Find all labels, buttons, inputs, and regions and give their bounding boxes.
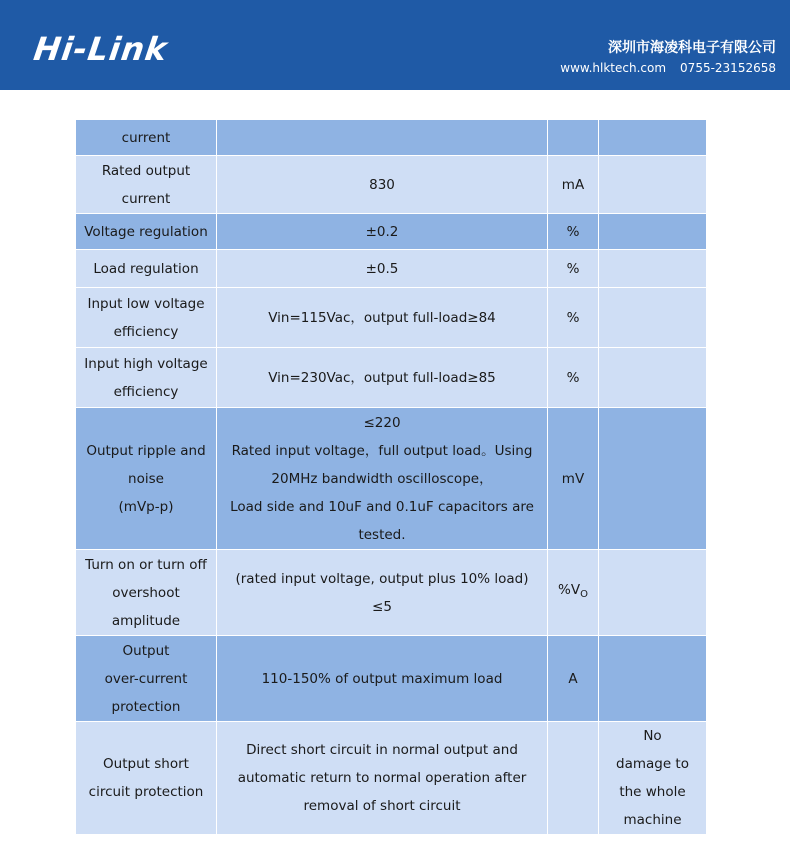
note-line: machine	[623, 812, 682, 828]
unit-cell: A	[548, 636, 599, 722]
phone-text: 0755-23152658	[680, 61, 776, 75]
table-row	[76, 214, 707, 250]
unit-cell	[548, 550, 599, 636]
param-line: Input low voltage	[87, 295, 205, 312]
table-row	[76, 550, 707, 636]
param-line: Rated output	[101, 162, 191, 179]
param-line: Input high voltage	[84, 355, 208, 372]
value-line: 20MHz bandwidth oscilloscope，	[271, 470, 493, 487]
value-line: tested.	[358, 526, 406, 543]
unit-cell	[548, 120, 599, 156]
table-row	[76, 636, 707, 722]
unit-cell: mV	[548, 408, 599, 550]
value-line: (rated input voltage, output plus 10% load)	[235, 570, 529, 587]
note-line: damage to	[616, 756, 689, 772]
value-cell	[217, 636, 548, 722]
param-cell	[76, 120, 217, 156]
value-cell	[217, 120, 548, 156]
param-cell	[76, 156, 217, 214]
unit-cell	[548, 722, 599, 835]
value-cell	[217, 214, 548, 250]
param-line: overshoot	[112, 584, 180, 601]
note-cell	[599, 636, 707, 722]
note-cell	[599, 120, 707, 156]
param-line: efficiency	[113, 383, 179, 400]
note-cell	[599, 250, 707, 288]
website-text: www.hlktech.com	[560, 61, 667, 75]
spec-table	[75, 119, 707, 835]
value-line: ±0.2	[365, 223, 399, 240]
note-cell	[599, 408, 707, 550]
value-line: ≤220	[363, 414, 401, 431]
value-cell	[217, 156, 548, 214]
note-line: the whole	[619, 784, 686, 800]
param-cell	[76, 250, 217, 288]
unit-cell: %	[548, 348, 599, 408]
param-line: current	[121, 190, 171, 207]
param-line: Output ripple and	[86, 442, 206, 459]
value-line: ±0.5	[365, 260, 399, 277]
param-line: Voltage regulation	[84, 223, 208, 240]
table-row	[76, 722, 707, 835]
param-line: Output short	[103, 756, 189, 772]
param-line: (mVp-p)	[118, 498, 174, 515]
note-cell	[599, 348, 707, 408]
table-row	[76, 288, 707, 348]
unit-text: %V	[558, 582, 581, 598]
unit-subscript: O	[580, 589, 588, 600]
value-line: Vin=230Vac，output full-load≥85	[268, 369, 496, 386]
value-line: Rated input voltage，full output load。Using	[231, 442, 533, 459]
value-cell	[217, 250, 548, 288]
value-cell	[217, 348, 548, 408]
unit-cell: %	[548, 214, 599, 250]
table-row	[76, 348, 707, 408]
contact-info	[560, 61, 776, 75]
value-cell	[217, 288, 548, 348]
value-line: automatic return to normal operation after	[237, 770, 527, 786]
table-row	[76, 120, 707, 156]
note-cell	[599, 156, 707, 214]
unit-cell: %	[548, 288, 599, 348]
note-cell	[599, 550, 707, 636]
company-name: 深圳市海凌科电子有限公司	[608, 40, 776, 56]
param-line: current	[121, 129, 171, 146]
table-row	[76, 250, 707, 288]
param-line: Output	[122, 642, 170, 659]
param-cell	[76, 550, 217, 636]
param-cell	[76, 408, 217, 550]
hi-link-logo: Hi-Link	[31, 30, 171, 68]
value-line: removal of short circuit	[303, 798, 461, 814]
value-cell	[217, 722, 548, 835]
param-line: protection	[111, 698, 181, 715]
value-line: 110-150% of output maximum load	[261, 670, 503, 687]
value-line: Load side and 10uF and 0.1uF capacitors are	[230, 498, 534, 515]
value-cell	[217, 550, 548, 636]
value-line: Vin=115Vac，output full-load≥84	[268, 309, 496, 326]
param-line: Turn on or turn off	[85, 556, 207, 573]
note-line: No	[643, 728, 662, 744]
table-row	[76, 408, 707, 550]
note-cell	[599, 722, 707, 835]
header-bar	[0, 0, 790, 90]
unit-cell: mA	[548, 156, 599, 214]
value-line: Direct short circuit in normal output and	[246, 742, 518, 758]
param-line: over-current	[104, 670, 188, 687]
table-row	[76, 156, 707, 214]
note-cell	[599, 214, 707, 250]
param-line: circuit protection	[88, 784, 204, 800]
value-line: ≤5	[372, 598, 392, 615]
param-line: noise	[128, 470, 164, 487]
param-line: efficiency	[113, 323, 179, 340]
param-cell	[76, 348, 217, 408]
param-line: amplitude	[111, 612, 181, 629]
unit-cell: %	[548, 250, 599, 288]
value-cell	[217, 408, 548, 550]
param-cell	[76, 636, 217, 722]
note-cell	[599, 288, 707, 348]
value-line: 830	[369, 176, 395, 193]
param-cell	[76, 288, 217, 348]
param-line: Load regulation	[93, 260, 199, 277]
param-cell	[76, 214, 217, 250]
param-cell	[76, 722, 217, 835]
